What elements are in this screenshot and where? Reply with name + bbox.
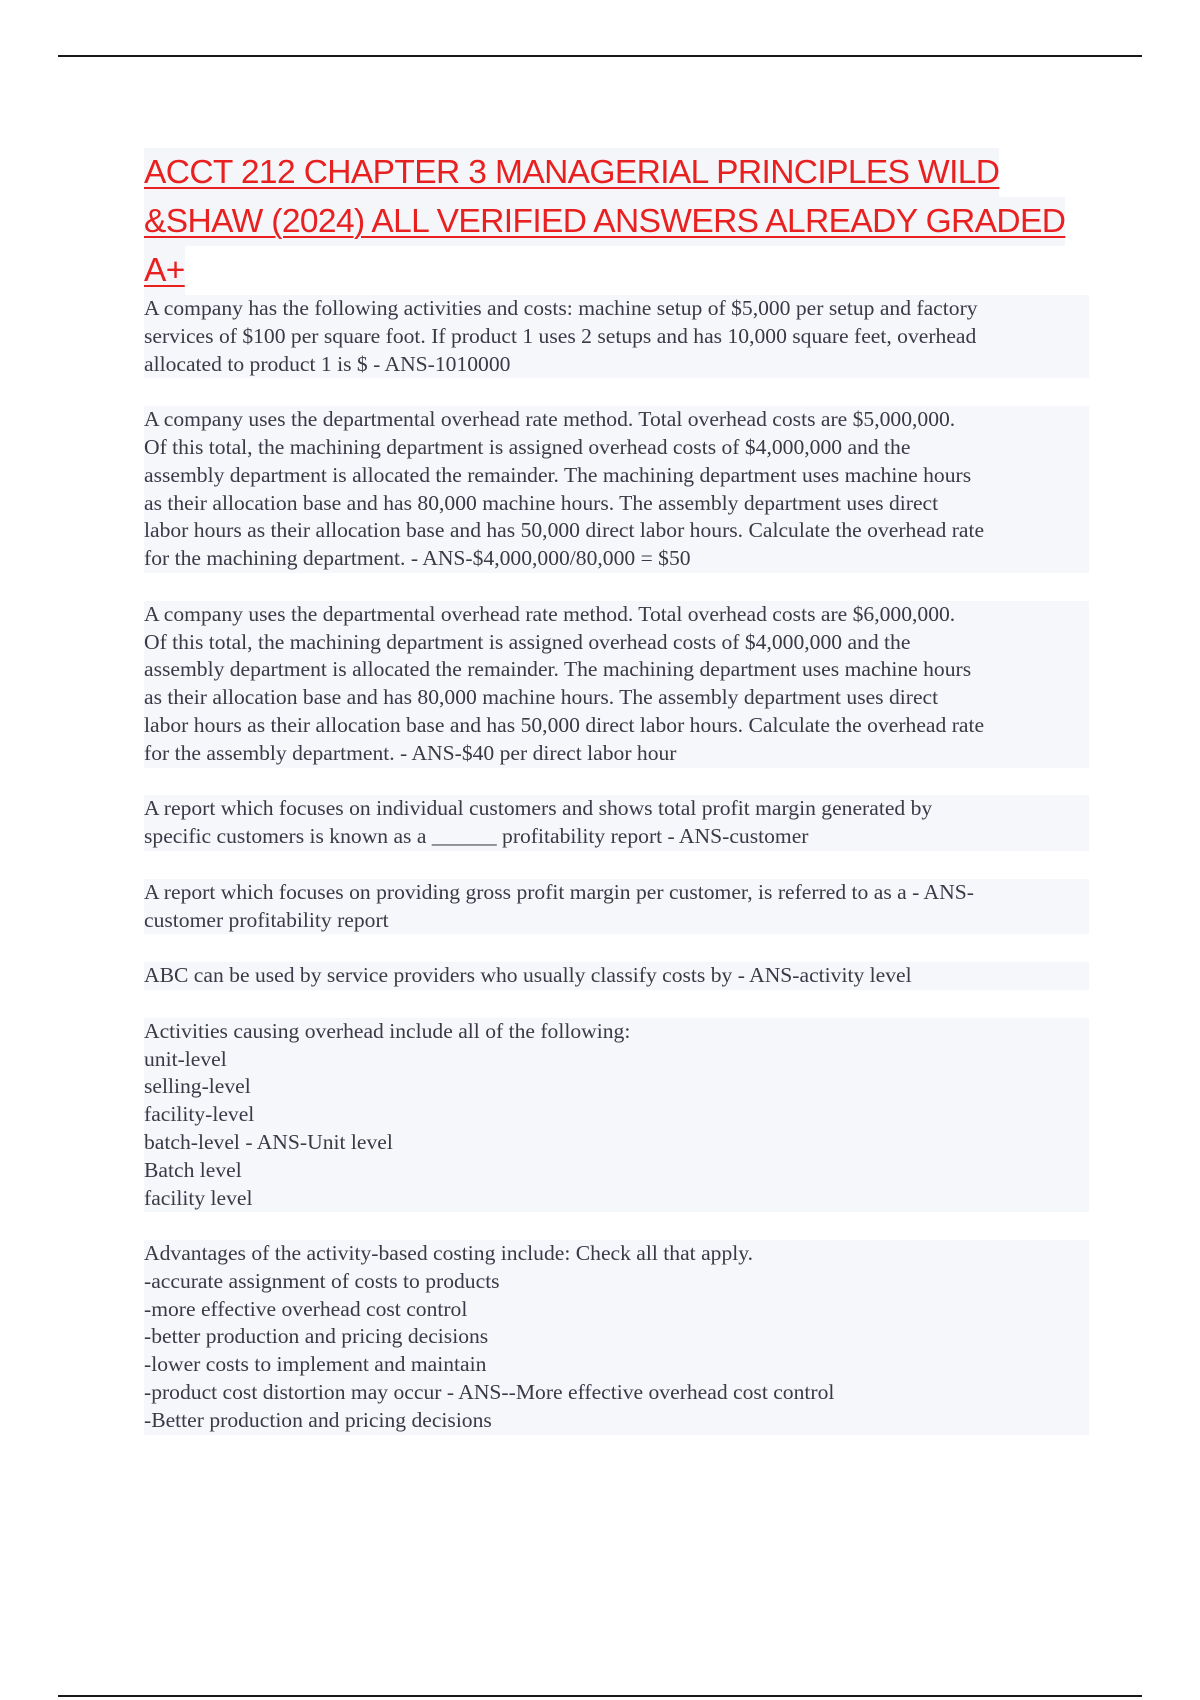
qa-line: Batch level [144, 1157, 242, 1182]
qa-entry [144, 962, 1089, 990]
qa-line: customer profitability report [144, 907, 389, 932]
qa-line: Of this total, the machining department is assigned overhead costs of $4,000,000 and the [144, 629, 911, 654]
qa-line: as their allocation base and has 80,000 machine hours. The assembly department uses direct [144, 490, 939, 515]
title-line: &SHAW (2024) ALL VERIFIED ANSWERS ALREADY GRADED [144, 197, 1065, 246]
qa-line: labor hours as their allocation base and has 50,000 direct labor hours. Calculate the overhead rate [144, 712, 985, 737]
qa-entry [144, 1018, 1089, 1213]
qa-line: selling-level [144, 1074, 251, 1099]
title-line: A+ [144, 246, 185, 295]
qa-line: A report which focuses on providing gross profit margin per customer, is referred to as a - ANS- [144, 879, 974, 904]
qa-line: services of $100 per square foot. If product 1 uses 2 setups and has 10,000 square feet, overhead [144, 323, 977, 348]
qa-line: Advantages of the activity-based costing include: Check all that apply. [144, 1241, 754, 1266]
qa-entry [144, 295, 1089, 378]
qa-entry [144, 601, 1089, 768]
qa-line: facility-level [144, 1102, 255, 1127]
qa-line: assembly department is allocated the remainder. The machining department uses machine hours [144, 462, 972, 487]
title-line: ACCT 212 CHAPTER 3 MANAGERIAL PRINCIPLES WILD [144, 148, 999, 197]
qa-line: as their allocation base and has 80,000 machine hours. The assembly department uses direct [144, 685, 939, 710]
qa-line: labor hours as their allocation base and has 50,000 direct labor hours. Calculate the overhead rate [144, 518, 985, 543]
qa-entry [144, 406, 1089, 573]
qa-line: -Better production and pricing decisions [144, 1407, 492, 1432]
header-rule [58, 55, 1142, 57]
qa-line: A company has the following activities and costs: machine setup of $5,000 per setup and factory [144, 296, 978, 320]
qa-entry [144, 795, 1089, 851]
qa-line: ABC can be used by service providers who usually classify costs by - ANS-activity level [144, 963, 912, 988]
qa-line: -better production and pricing decisions [144, 1324, 489, 1349]
footer-rule [58, 1695, 1142, 1697]
qa-line: for the machining department. - ANS-$4,000,000/80,000 = $50 [144, 546, 691, 571]
qa-entry [144, 879, 1089, 935]
document-title [144, 148, 1089, 295]
qa-line: facility level [144, 1185, 253, 1210]
qa-line: specific customers is known as a ______ profitability report - ANS-customer [144, 824, 809, 849]
qa-line: allocated to product 1 is $ - ANS-1010000 [144, 351, 511, 376]
qa-line: for the assembly department. - ANS-$40 per direct labor hour [144, 740, 677, 765]
qa-line: Activities causing overhead include all of the following: [144, 1018, 631, 1043]
qa-entry [144, 1240, 1089, 1435]
qa-line: -lower costs to implement and maintain [144, 1352, 487, 1377]
qa-line: A company uses the departmental overhead rate method. Total overhead costs are $6,000,000. [144, 601, 956, 626]
qa-line: A company uses the departmental overhead rate method. Total overhead costs are $5,000,000. [144, 407, 956, 432]
document-body [144, 148, 1089, 1435]
qa-line: -more effective overhead cost control [144, 1296, 468, 1321]
qa-list [144, 295, 1089, 1435]
qa-line: batch-level - ANS-Unit level [144, 1129, 393, 1154]
qa-line: unit-level [144, 1046, 227, 1071]
qa-line: -accurate assignment of costs to products [144, 1268, 500, 1293]
qa-line: assembly department is allocated the remainder. The machining department uses machine hours [144, 657, 972, 682]
qa-line: A report which focuses on individual customers and shows total profit margin generated by [144, 796, 933, 821]
qa-line: Of this total, the machining department is assigned overhead costs of $4,000,000 and the [144, 434, 911, 459]
qa-line: -product cost distortion may occur - ANS--More effective overhead cost control [144, 1380, 835, 1405]
